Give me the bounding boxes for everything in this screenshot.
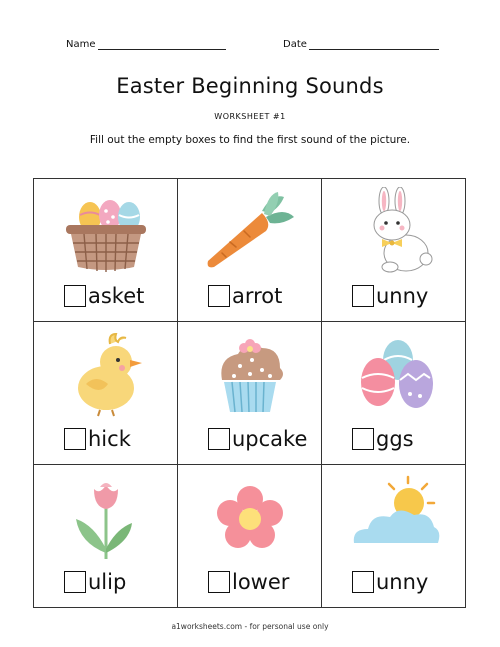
answer-row — [352, 428, 414, 450]
card-sun-cloud — [322, 465, 465, 607]
card-tulip — [34, 465, 178, 607]
word-ending: unny — [376, 570, 429, 594]
cupcake-icon — [200, 330, 300, 418]
word-ending: arrot — [232, 284, 283, 308]
answer-row — [208, 285, 282, 307]
tulip-icon — [56, 473, 156, 561]
basket-icon — [56, 187, 156, 275]
answer-row — [352, 571, 428, 593]
date-input-line[interactable] — [309, 38, 439, 50]
word-ending: upcake — [232, 427, 308, 451]
worksheet-number: WORKSHEET #1 — [214, 112, 286, 121]
word-ending: hick — [88, 427, 131, 451]
answer-box[interactable] — [352, 428, 374, 450]
word-ending: ggs — [376, 427, 414, 451]
name-field[interactable] — [66, 38, 226, 50]
instructions: Fill out the empty boxes to find the first sound of the picture. — [89, 134, 411, 146]
answer-row — [64, 428, 131, 450]
answer-box[interactable] — [64, 571, 86, 593]
date-field[interactable] — [283, 38, 439, 50]
card-basket — [34, 179, 178, 322]
card-flower — [178, 465, 322, 607]
answer-row — [208, 571, 289, 593]
word-ending: lower — [232, 570, 290, 594]
word-ending: unny — [376, 284, 429, 308]
answer-box[interactable] — [352, 571, 374, 593]
answer-box[interactable] — [352, 285, 374, 307]
answer-row — [64, 571, 126, 593]
sun-cloud-icon — [344, 473, 444, 561]
answer-box[interactable] — [64, 285, 86, 307]
date-label: Date — [283, 39, 307, 50]
flower-icon — [200, 473, 300, 561]
chick-icon — [56, 330, 156, 418]
answer-box[interactable] — [208, 571, 230, 593]
answer-row — [352, 285, 428, 307]
answer-box[interactable] — [64, 428, 86, 450]
card-eggs — [322, 322, 465, 465]
carrot-icon — [200, 187, 300, 275]
worksheet-grid — [33, 178, 466, 608]
answer-row — [64, 285, 144, 307]
card-bunny — [322, 179, 465, 322]
answer-box[interactable] — [208, 285, 230, 307]
card-carrot — [178, 179, 322, 322]
eggs-icon — [344, 330, 444, 418]
answer-row — [208, 428, 307, 450]
name-label: Name — [66, 39, 96, 50]
name-input-line[interactable] — [98, 38, 226, 50]
word-ending: ulip — [88, 570, 127, 594]
footer-credit: a1worksheets.com - for personal use only — [171, 622, 329, 631]
card-chick — [34, 322, 178, 465]
word-ending: asket — [88, 284, 145, 308]
bunny-icon — [344, 187, 444, 275]
answer-box[interactable] — [208, 428, 230, 450]
card-cupcake — [178, 322, 322, 465]
worksheet-title: Easter Beginning Sounds — [116, 74, 384, 98]
